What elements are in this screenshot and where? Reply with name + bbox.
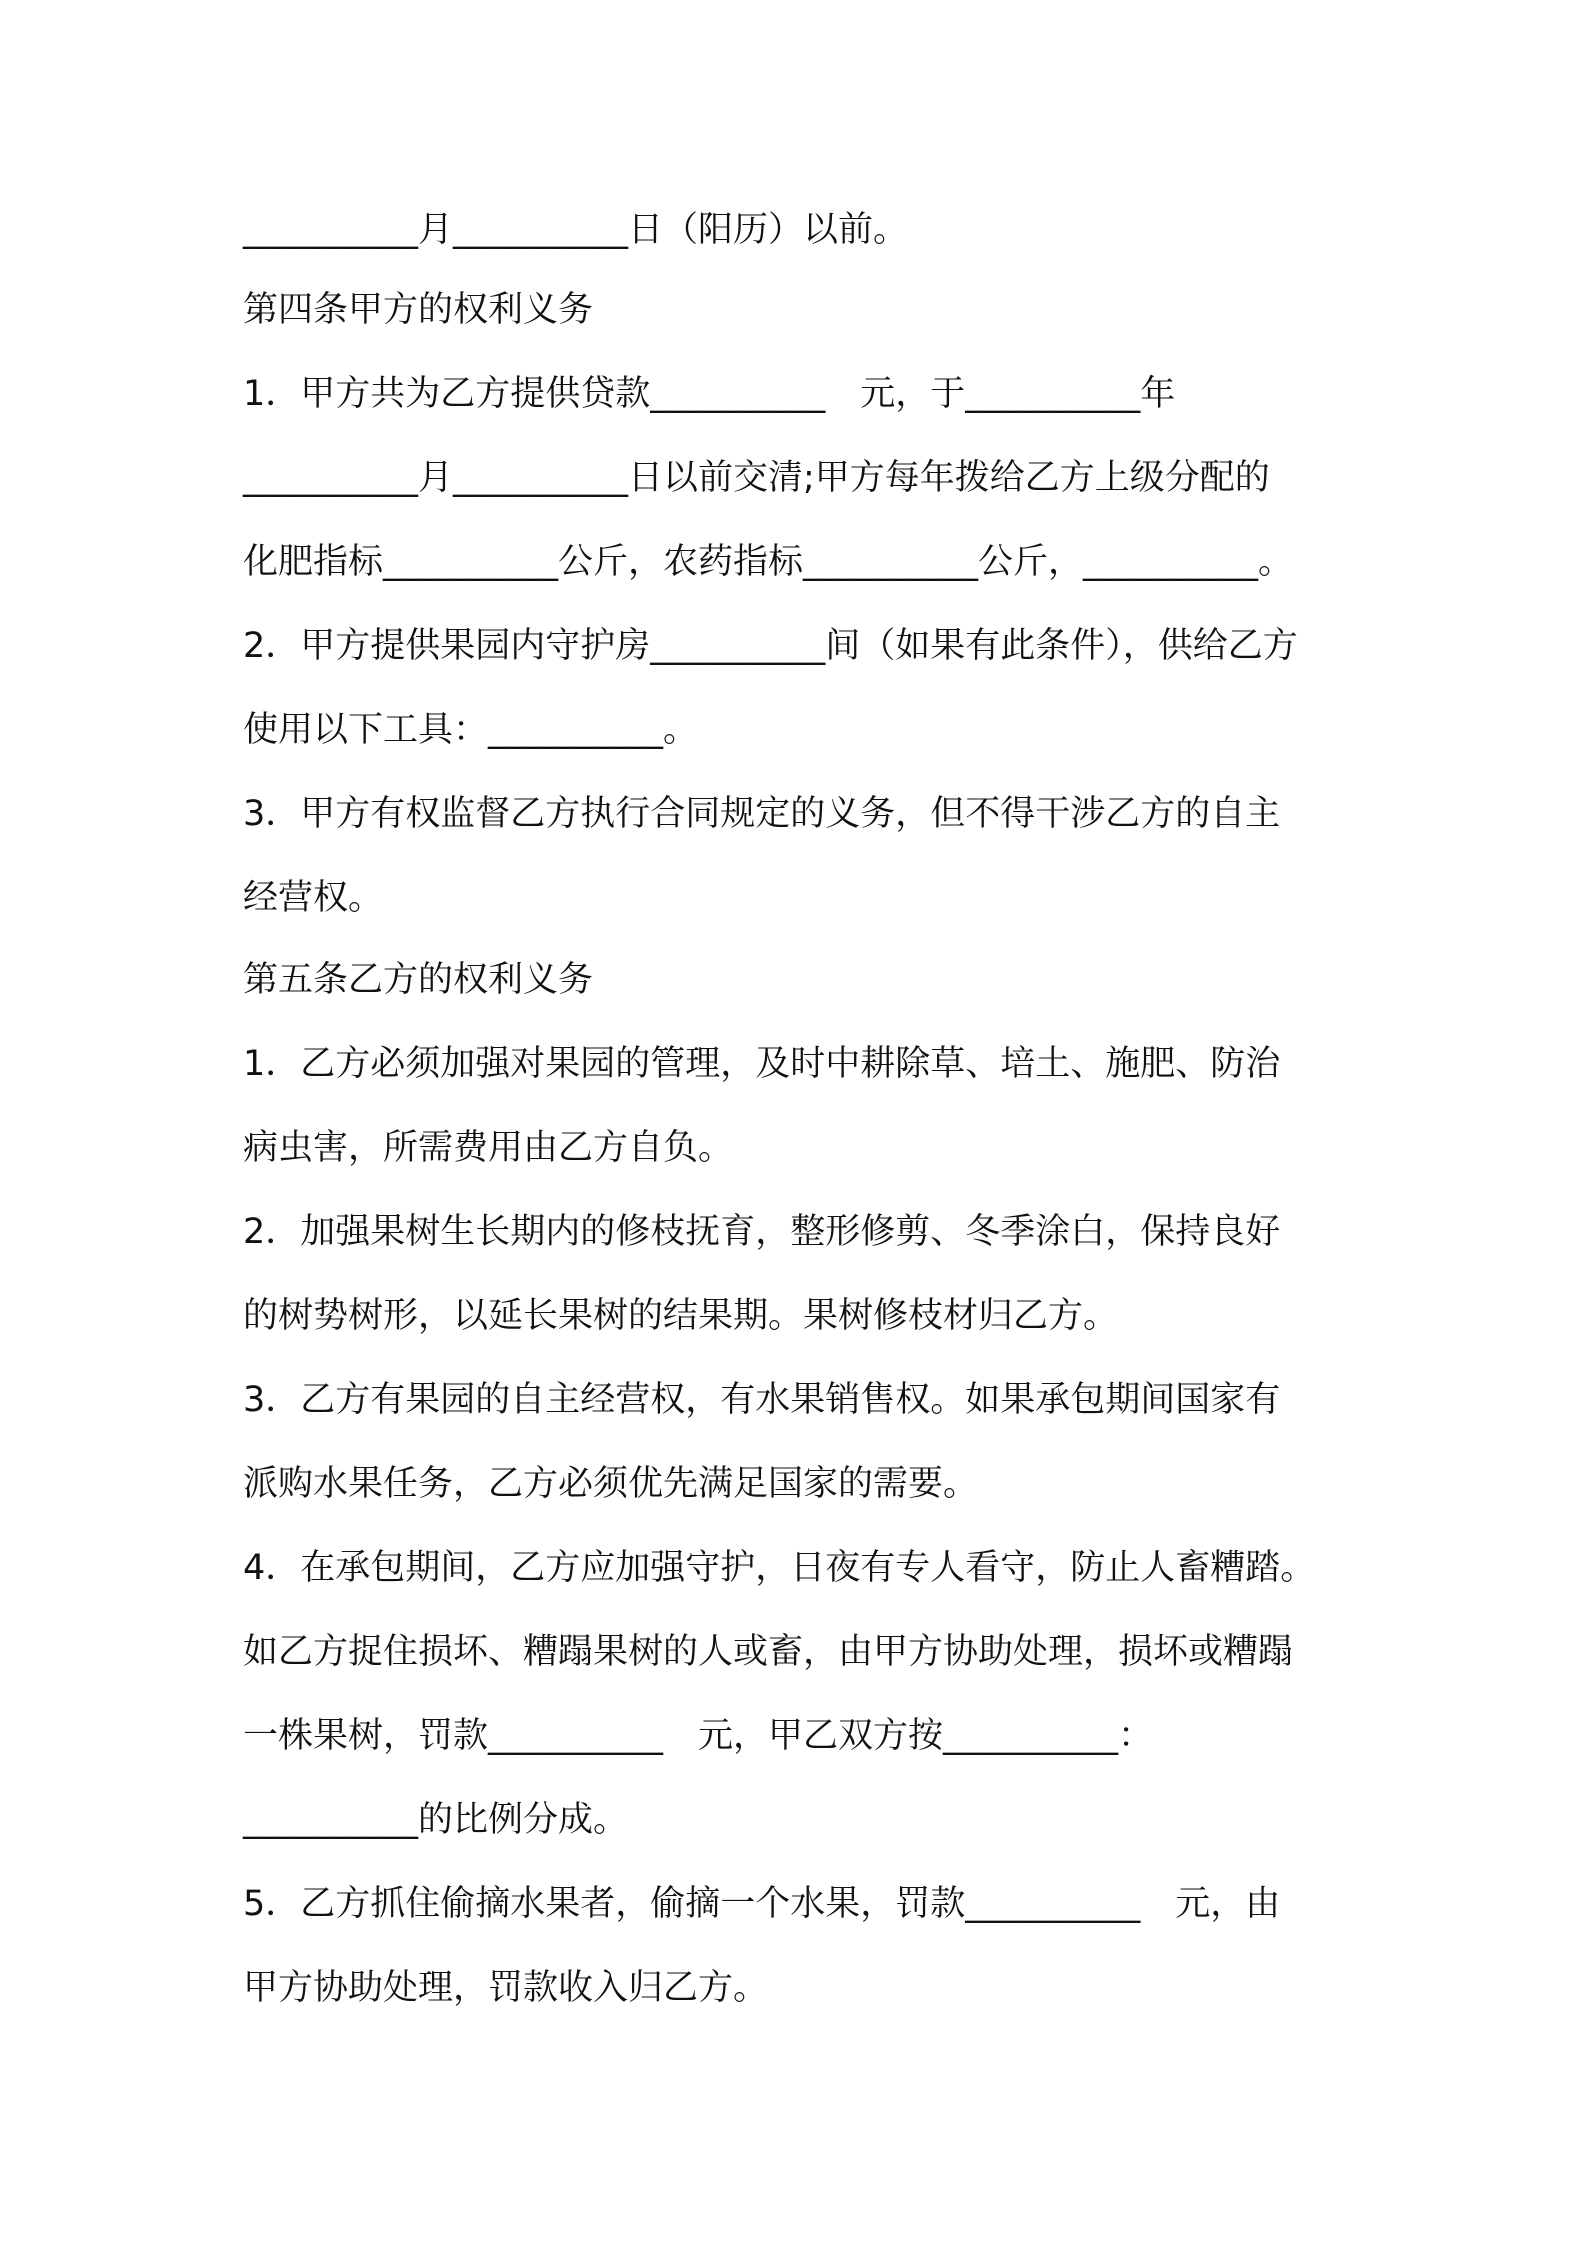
section-heading: 第四条甲方的权利义务 [243, 290, 594, 330]
text-line: 一株果树，罚款__________ 元，甲乙双方按__________： [243, 1716, 1154, 1756]
text-line: 使用以下工具：__________。 [243, 710, 699, 750]
text-line: __________月__________日（阳历）以前。 [243, 210, 909, 250]
text-line: 派购水果任务，乙方必须优先满足国家的需要。 [243, 1464, 979, 1504]
text-line: 5．乙方抓住偷摘水果者，偷摘一个水果，罚款__________ 元，由 [243, 1884, 1281, 1924]
text-line: 甲方协助处理，罚款收入归乙方。 [243, 1968, 769, 2008]
text-line: __________月__________日以前交清;甲方每年拨给乙方上级分配的 [243, 458, 1270, 498]
text-line: 经营权。 [243, 878, 384, 918]
text-line: 1．甲方共为乙方提供贷款__________ 元，于__________年 [243, 374, 1176, 414]
text-line: 2．甲方提供果园内守护房__________间（如果有此条件），供给乙方 [243, 626, 1298, 666]
text-line: __________的比例分成。 [243, 1800, 629, 1840]
text-line: 1．乙方必须加强对果园的管理，及时中耕除草、培土、施肥、防治 [243, 1044, 1281, 1084]
text-line: 2．加强果树生长期内的修枝抚育，整形修剪、冬季涂白，保持良好 [243, 1212, 1281, 1252]
text-line: 如乙方捉住损坏、糟蹋果树的人或畜，由甲方协助处理，损坏或糟蹋 [243, 1632, 1294, 1672]
text-line: 的树势树形，以延长果树的结果期。果树修枝材归乙方。 [243, 1296, 1119, 1336]
text-line: 3．甲方有权监督乙方执行合同规定的义务，但不得干涉乙方的自主 [243, 794, 1281, 834]
text-line: 化肥指标__________公斤，农药指标__________公斤，__________。 [243, 542, 1294, 582]
text-line: 3．乙方有果园的自主经营权，有水果销售权。如果承包期间国家有 [243, 1380, 1281, 1420]
section-heading: 第五条乙方的权利义务 [243, 960, 594, 1000]
text-line: 4．在承包期间，乙方应加强守护，日夜有专人看守，防止人畜糟踏。 [243, 1548, 1316, 1588]
text-line: 病虫害，所需费用由乙方自负。 [243, 1128, 734, 1168]
